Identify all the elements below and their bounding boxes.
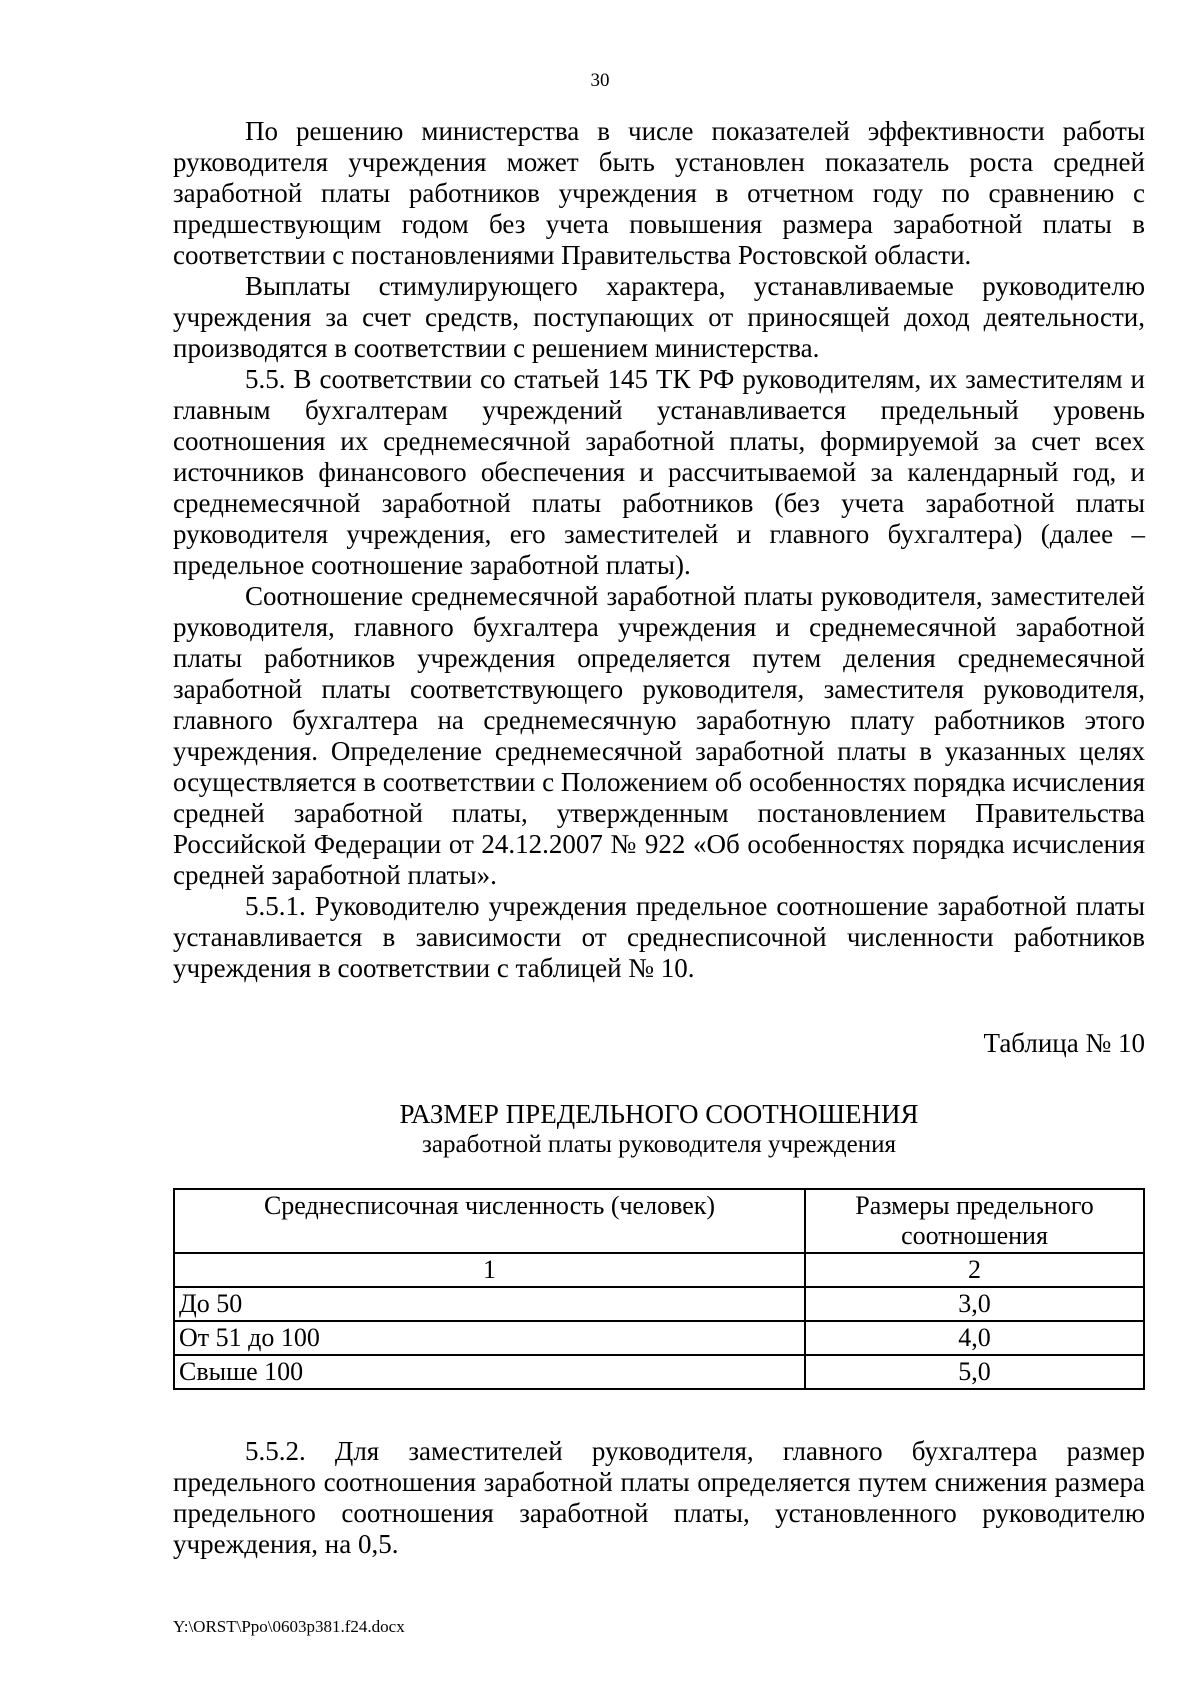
table-label: Таблица № 10 <box>983 1028 1145 1058</box>
table-title: РАЗМЕР ПРЕДЕЛЬНОГО СООТНОШЕНИЯ <box>399 1099 919 1129</box>
table-cell-headcount: Свыше 100 <box>174 1355 805 1389</box>
table-row <box>174 1321 1144 1355</box>
table-cell-headcount: До 50 <box>174 1287 805 1321</box>
file-path-footer: Y:\ORST\Ppo\0603p381.f24.docx <box>173 1617 405 1636</box>
header-headcount: Среднесписочная численность (человек) <box>174 1189 805 1253</box>
table-cell-ratio: 5,0 <box>805 1355 1144 1389</box>
table-row <box>174 1355 1144 1389</box>
document-body <box>173 116 1145 1560</box>
salary-ratio-table <box>173 1188 1145 1390</box>
paragraph-section-5-5-2: 5.5.2. Для заместителей руководителя, главного бухгалтера размер предельного соотношения заработной платы определяется путем снижения размера предельного соотношения заработной платы, установленного руководителю учреждения, на 0,5. <box>173 1436 1145 1559</box>
paragraph-efficiency-indicator: По решению министерства в числе показателей эффективности работы руководителя учреждения может быть установлен показатель роста средней заработной платы работников учреждения в отчетном году по сравнению с предшествующим годом без учета повышения размера заработной платы в соответствии с постановлениями Правительства Ростовской области. <box>173 116 1145 270</box>
table-cell-ratio: 4,0 <box>805 1321 1144 1355</box>
table-subtitle: заработной платы руководителя учреждения <box>422 1131 896 1158</box>
table-column-numbers-row <box>174 1253 1144 1287</box>
page-number: 30 <box>590 70 610 91</box>
table-header-row <box>174 1189 1144 1253</box>
paragraph-section-5-5-1: 5.5.1. Руководителю учреждения предельное соотношение заработной платы устанавливается в зависимости от среднесписочной численности работников учреждения в соответствии с таблицей № 10. <box>173 891 1145 983</box>
header-ratio: Размеры предельного соотношения <box>805 1189 1144 1253</box>
table-cell-ratio: 3,0 <box>805 1287 1144 1321</box>
paragraph-section-5-5: 5.5. В соответствии со статьей 145 ТК РФ руководителям, их заместителям и главным бухгалтерам учреждений устанавливается предельный уровень соотношения их среднемесячной заработной платы, формируемой за счет всех источников финансового обеспечения и рассчитываемой за календарный год, и среднемесячной заработной платы работников (без учета заработной платы руководителя учреждения, его заместителей и главного бухгалтера) (далее – предельное соотношение заработной платы). <box>173 364 1145 580</box>
column-number-1: 1 <box>174 1253 805 1287</box>
table-cell-headcount: От 51 до 100 <box>174 1321 805 1355</box>
paragraph-salary-ratio: Соотношение среднемесячной заработной платы руководителя, заместителей руководителя, главного бухгалтера учреждения и среднемесячной заработной платы работников учреждения определяется путем деления среднемесячной заработной платы соответствующего руководителя, заместителя руководителя, главного бухгалтера на среднемесячную заработную плату работников этого учреждения. Определение среднемесячной заработной платы в указанных целях осуществляется в соответствии с Положением об особенностях порядка исчисления средней заработной платы, утвержденным постановлением Правительства Российской Федерации от 24.12.2007 № 922 «Об особенностях порядка исчисления средней заработной платы». <box>173 581 1145 890</box>
column-number-2: 2 <box>805 1253 1144 1287</box>
paragraph-incentive-payments: Выплаты стимулирующего характера, устанавливаемые руководителю учреждения за счет средств, поступающих от приносящей доход деятельности, производятся в соответствии с решением министерства. <box>173 271 1145 363</box>
table-row <box>174 1287 1144 1321</box>
